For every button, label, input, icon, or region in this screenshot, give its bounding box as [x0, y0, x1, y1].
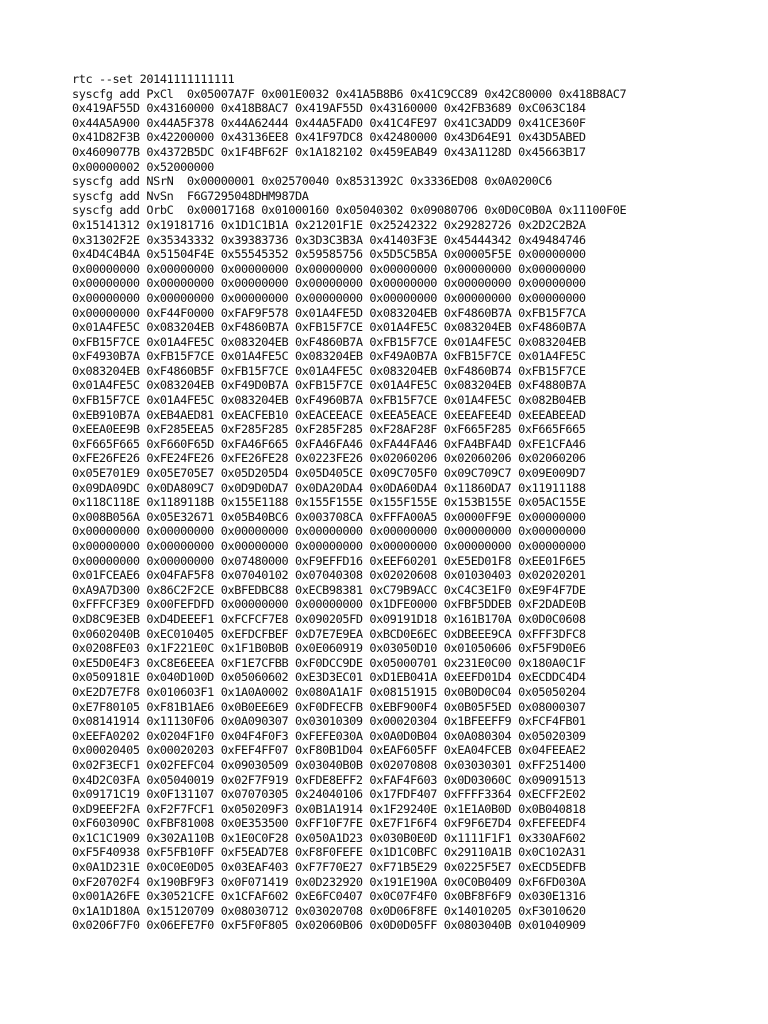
text-line: 0x1C1C1909 0x302A110B 0x1E0C0F28 0x050A1D23 0x030B0E0D 0x1111F1F1 0x330AF602 — [72, 830, 586, 845]
text-line: 0xF4930B7A 0xFB15F7CE 0x01A4FE5C 0x083204EB 0xF49A0B7A 0xFB15F7CE 0x01A4FE5C — [72, 349, 586, 364]
text-line: 0x00000000 0x00000000 0x00000000 0x00000000 0x00000000 0x00000000 0x00000000 — [72, 261, 586, 276]
text-line: 0xFFFCF3E9 0x00FEFDFD 0x00000000 0x00000000 0x1DFE0000 0xFBF5DDEB 0xF2DADE0B — [72, 597, 586, 612]
text-line: syscfg add NSrN 0x00000001 0x02570040 0x8531392C 0x3336ED08 0x0A0200C6 — [72, 174, 552, 189]
text-line: 0x4D2C03FA 0x05040019 0x02F7F919 0xFDE8EFF2 0xFAF4F603 0x0D03060C 0x09091513 — [72, 772, 586, 787]
text-line: 0xEEFA0202 0x0204F1F0 0x04F4F0F3 0xFEFE030A 0x0A0D0B04 0x0A080304 0x05020309 — [72, 728, 586, 743]
text-line: 0x09DA09DC 0x0DA809C7 0x0D9D0DA7 0x0DA20DA4 0x0DA60DA4 0x11860DA7 0x11911188 — [72, 480, 586, 495]
text-line: syscfg add OrbC 0x00017168 0x01000160 0x05040302 0x09080706 0x0D0C0B0A 0x11100F0E — [72, 203, 627, 218]
text-line: 0xFB15F7CE 0x01A4FE5C 0x083204EB 0xF4860B7A 0xFB15F7CE 0x01A4FE5C 0x083204EB — [72, 334, 586, 349]
text-line: 0x4D4C4B4A 0x51504F4E 0x55545352 0x59585756 0x5D5C5B5A 0x00005F5E 0x00000000 — [72, 247, 586, 262]
text-line: rtc --set 20141111111111 — [72, 72, 235, 86]
text-line: 0xEB910B7A 0xEB4AED81 0xEACFEB10 0xEACEEACE 0xEEA5EACE 0xEEAFEE4D 0xEEABEEAD — [72, 407, 586, 422]
text-line: 0x001A26FE 0x30521CFE 0x1CFAF602 0xE6FC0407 0x0C07F4F0 0x0BF8F6F9 0x030E1316 — [72, 889, 586, 904]
text-line: 0xF665F665 0xF660F65D 0xFA46F665 0xFA46FA46 0xFA44FA46 0xFA4BFA4D 0xFE1CFA46 — [72, 436, 586, 451]
text-line: 0x00000000 0x00000000 0x00000000 0x00000000 0x00000000 0x00000000 0x00000000 — [72, 276, 586, 291]
text-line: 0x00000000 0x00000000 0x07480000 0xF9EFFD16 0xEEF60201 0xE5ED01F8 0xEE01F6E5 — [72, 553, 586, 568]
text-line: 0xF20702F4 0x190BF9F3 0x0F071419 0x0D232920 0x191E190A 0x0C0B0409 0xF6FD030A — [72, 874, 586, 889]
text-line: syscfg add PxCl 0x05007A7F 0x001E0032 0x41A5B8B6 0x41C9CC89 0x42C80000 0x418B8AC7 — [72, 86, 627, 101]
text-line: 0x00000000 0x00000000 0x00000000 0x00000000 0x00000000 0x00000000 0x00000000 — [72, 524, 586, 539]
text-line: 0x00000000 0x00000000 0x00000000 0x00000000 0x00000000 0x00000000 0x00000000 — [72, 290, 586, 305]
text-line: 0x44A5A900 0x44A5F378 0x44A62444 0x44A5FAD0 0x41C4FE97 0x41C3ADD9 0x41CE360F — [72, 115, 586, 130]
text-line: 0xD9EEF2FA 0xF2F7FCF1 0x050209F3 0x0B1A1914 0x1F29240E 0x1E1A0B0D 0x0B040818 — [72, 801, 586, 816]
text-line: 0x05E701E9 0x05E705E7 0x05D205D4 0x05D405CE 0x09C705F0 0x09C709C7 0x09E009D7 — [72, 466, 586, 481]
text-line: 0x02F3ECF1 0x02FEFC04 0x09030509 0x03040B0B 0x02070808 0x03030301 0xFF251400 — [72, 757, 586, 772]
text-line: 0x41D82F3B 0x42200000 0x43136EE8 0x41F97DC8 0x42480000 0x43D64E91 0x43D5ABED — [72, 130, 586, 145]
text-line — [72, 933, 752, 948]
text-line: 0x00000002 0x52000000 — [72, 159, 214, 174]
text-line: 0x08141914 0x11130F06 0x0A090307 0x03010309 0x00020304 0x1BFEEFF9 0xFCF4FB01 — [72, 714, 586, 729]
text-line: 0x419AF55D 0x43160000 0x418B8AC7 0x419AF55D 0x43160000 0x42FB3689 0xC063C184 — [72, 101, 586, 116]
text-line: 0xFE26FE26 0xFE24FE26 0xFE26FE28 0x0223FE26 0x02060206 0x02060206 0x02060206 — [72, 451, 586, 466]
text-line: 0x1A1D180A 0x15120709 0x08030712 0x03020708 0x0D06F8FE 0x14010205 0xF3010620 — [72, 903, 586, 918]
text-line: 0x0206F7F0 0x06EFE7F0 0xF5F0F805 0x02060B06 0x0D0D05FF 0x0803040B 0x01040909 — [72, 918, 586, 933]
text-line: 0x31302F2E 0x35343332 0x39383736 0x3D3C3B3A 0x41403F3E 0x45444342 0x49484746 — [72, 232, 586, 247]
text-line: 0xA9A7D300 0x86C2F2CE 0xBFEDBC88 0xECB98381 0xC79B9ACC 0xC4C3E1F0 0xE9F4F7DE — [72, 582, 586, 597]
text-line: 0xE5D0E4F3 0xC8E6EEEA 0xF1E7CFBB 0xF0DCC9DE 0x05000701 0x231E0C00 0x180A0C1F — [72, 655, 586, 670]
text-line: 0xF603090C 0xFBF81008 0x0E353500 0xFF10F7FE 0xE7F1F6F4 0xF9F6E7D4 0xFEFEEDF4 — [72, 816, 586, 831]
text-line: 0x0208FE03 0x1F221E0C 0x1F1B0B0B 0x0E060919 0x03050D10 0x01050606 0xF5F9D0E6 — [72, 641, 586, 656]
text-line: 0x0A1D231E 0x0C0E0D05 0x03EAF403 0xF7F70E27 0xF71B5E29 0x0225F5E7 0xECD5EDFB — [72, 860, 586, 875]
text-line: 0x00000000 0x00000000 0x00000000 0x00000000 0x00000000 0x00000000 0x00000000 — [72, 539, 586, 553]
text-line: 0x083204EB 0xF4860B5F 0xFB15F7CE 0x01A4FE5C 0x083204EB 0xF4860B74 0xFB15F7CE — [72, 363, 586, 378]
text-line: 0xE7F80105 0xF81B1AE6 0x0B0EE6E9 0xF0DFECFB 0xEBF900F4 0x0B05F5ED 0x08000307 — [72, 699, 586, 714]
text-line: 0xEEA0EE9B 0xF285EEA5 0xF285F285 0xF285F285 0xF28AF28F 0xF665F285 0xF665F665 — [72, 422, 586, 437]
text-line: 0xE2D7E7F8 0x010603F1 0x1A0A0002 0x080A1A1F 0x08151915 0x0B0D0C04 0x05050204 — [72, 684, 586, 699]
text-line: syscfg add NvSn F6G7295048DHM987DA — [72, 188, 309, 203]
text-line: 0xFB15F7CE 0x01A4FE5C 0x083204EB 0xF4960B7A 0xFB15F7CE 0x01A4FE5C 0x082B04EB — [72, 393, 586, 408]
text-line: 0x01A4FE5C 0x083204EB 0xF4860B7A 0xFB15F7CE 0x01A4FE5C 0x083204EB 0xF4860B7A — [72, 320, 586, 335]
text-document — [72, 72, 752, 948]
text-line: 0x008B056A 0x05E32671 0x05B40BC6 0x003708CA 0xFFFA00A5 0x0000FF9E 0x00000000 — [72, 509, 586, 524]
text-line: 0x4609077B 0x4372B5DC 0x1F4BF62F 0x1A182102 0x459EAB49 0x43A1128D 0x45663B17 — [72, 144, 586, 159]
text-line: 0x01FCEAE6 0x04FAF5F8 0x07040102 0x07040308 0x02020608 0x01030403 0x02020201 — [72, 568, 586, 583]
text-line: 0x118C118E 0x1189118B 0x155E1188 0x155F155E 0x155F155E 0x153B155E 0x05AC155E — [72, 495, 586, 510]
text-line: 0xD8C9E3EB 0xD4DEEEF1 0xFCFCF7E8 0x090205FD 0x09191D18 0x161B170A 0x0D0C0608 — [72, 611, 586, 626]
text-line: 0xF5F40938 0xF5FB10FF 0xF5EAD7E8 0xF8F0FEFE 0x1D1C0BFC 0x29110A1B 0x0C102A31 — [72, 845, 586, 860]
text-line: 0x0602040B 0xEC010405 0xEFDCFBEF 0xD7E7E9EA 0xBCD0E6EC 0xDBEEE9CA 0xFFF3DFC8 — [72, 626, 586, 641]
text-line: 0x01A4FE5C 0x083204EB 0xF49D0B7A 0xFB15F7CE 0x01A4FE5C 0x083204EB 0xF4880B7A — [72, 378, 586, 393]
text-line: 0x00000000 0xF44F0000 0xFAF9F578 0x01A4FE5D 0x083204EB 0xF4860B7A 0xFB15F7CA — [72, 305, 586, 320]
text-line: 0x15141312 0x19181716 0x1D1C1B1A 0x21201F1E 0x25242322 0x29282726 0x2D2C2B2A — [72, 217, 586, 232]
text-line: 0x0509181E 0x040D100D 0x05060602 0xE3D3EC01 0xD1EB041A 0xEEFD01D4 0xECDDC4D4 — [72, 670, 586, 685]
text-line: 0x09171C19 0x0F131107 0x07070305 0x24040106 0x17FDF407 0xFFFF3364 0xECFF2E02 — [72, 787, 586, 802]
text-line: 0x00020405 0x00020203 0xFEF4FF07 0xF80B1D04 0xEAF605FF 0xEA04FCEB 0x04FEEAE2 — [72, 743, 586, 758]
